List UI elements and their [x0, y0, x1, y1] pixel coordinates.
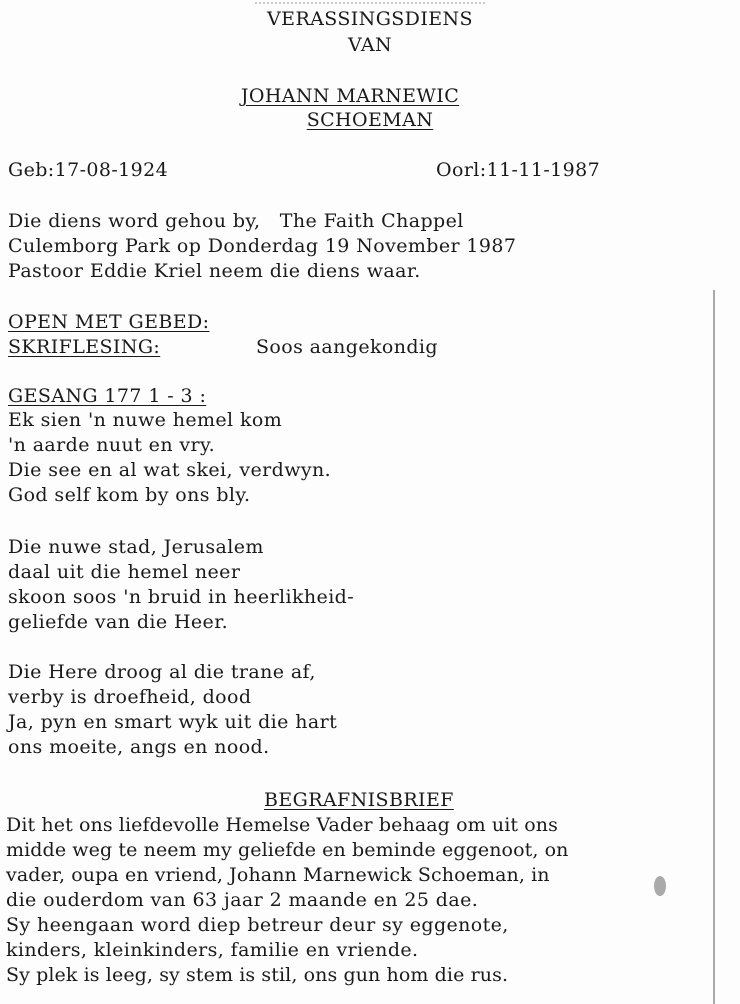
- hymn-line: ons moeite, angs en nood.: [8, 736, 270, 758]
- hymn-line: Ek sien 'n nuwe hemel kom: [8, 409, 283, 431]
- cut-off-top-text: [255, 0, 485, 4]
- deceased-name-line2: SCHOEMAN: [306, 109, 434, 131]
- ink-smudge: [654, 876, 666, 896]
- letter-line: Sy plek is leeg, sy stem is stil, ons gun hom die rus.: [6, 964, 509, 986]
- service-title-van: VAN: [348, 34, 392, 56]
- death-date: Oorl:11-11-1987: [436, 159, 601, 181]
- service-title: VERASSINGSDIENS: [267, 8, 473, 30]
- hymn-line: verby is droefheid, dood: [8, 686, 252, 708]
- hymn-line: geliefde van die Heer.: [8, 611, 229, 633]
- deceased-name-line1: JOHANN MARNEWIC: [240, 85, 460, 107]
- letter-line: kinders, kleinkinders, familie en vriende.: [6, 939, 419, 961]
- hymn-line: God self kom by ons bly.: [8, 484, 251, 506]
- hymn-line: 'n aarde nuut en vry.: [8, 434, 216, 456]
- hymn-line: daal uit die hemel neer: [8, 561, 241, 583]
- open-prayer-heading: OPEN MET GEBED:: [8, 311, 210, 333]
- hymn-line: Die nuwe stad, Jerusalem: [8, 536, 264, 558]
- hymn-line: Die Here droog al die trane af,: [8, 661, 316, 683]
- hymn-line: Die see en al wat skei, verdwyn.: [8, 459, 332, 481]
- letter-line: vader, oupa en vriend, Johann Marnewick Schoeman, in: [6, 864, 550, 886]
- hymn-heading: GESANG 177 1 - 3 :: [8, 385, 207, 407]
- scripture-reading-heading: SKRIFLESING:: [8, 336, 161, 358]
- intro-line: Pastoor Eddie Kriel neem die diens waar.: [8, 260, 421, 282]
- letter-line: Sy heengaan word diep betreur deur sy eggenote,: [6, 914, 509, 936]
- hymn-line: skoon soos 'n bruid in heerlikheid-: [8, 586, 355, 608]
- letter-line: Dit het ons liefdevolle Hemelse Vader behaag om uit ons: [6, 814, 558, 836]
- funeral-letter-heading: BEGRAFNISBRIEF: [264, 789, 454, 811]
- page-edge-shadow: [713, 290, 715, 1004]
- intro-line: Culemborg Park op Donderdag 19 November 1987: [8, 235, 517, 257]
- intro-line: Die diens word gehou by, The Faith Chappel: [8, 210, 464, 232]
- birth-date: Geb:17-08-1924: [8, 159, 169, 181]
- hymn-line: Ja, pyn en smart wyk uit die hart: [8, 711, 338, 733]
- letter-line: die ouderdom van 63 jaar 2 maande en 25 dae.: [6, 889, 479, 911]
- letter-line: midde weg te neem my geliefde en beminde eggenoot, on: [6, 839, 569, 861]
- scripture-reading-value: Soos aangekondig: [256, 336, 438, 358]
